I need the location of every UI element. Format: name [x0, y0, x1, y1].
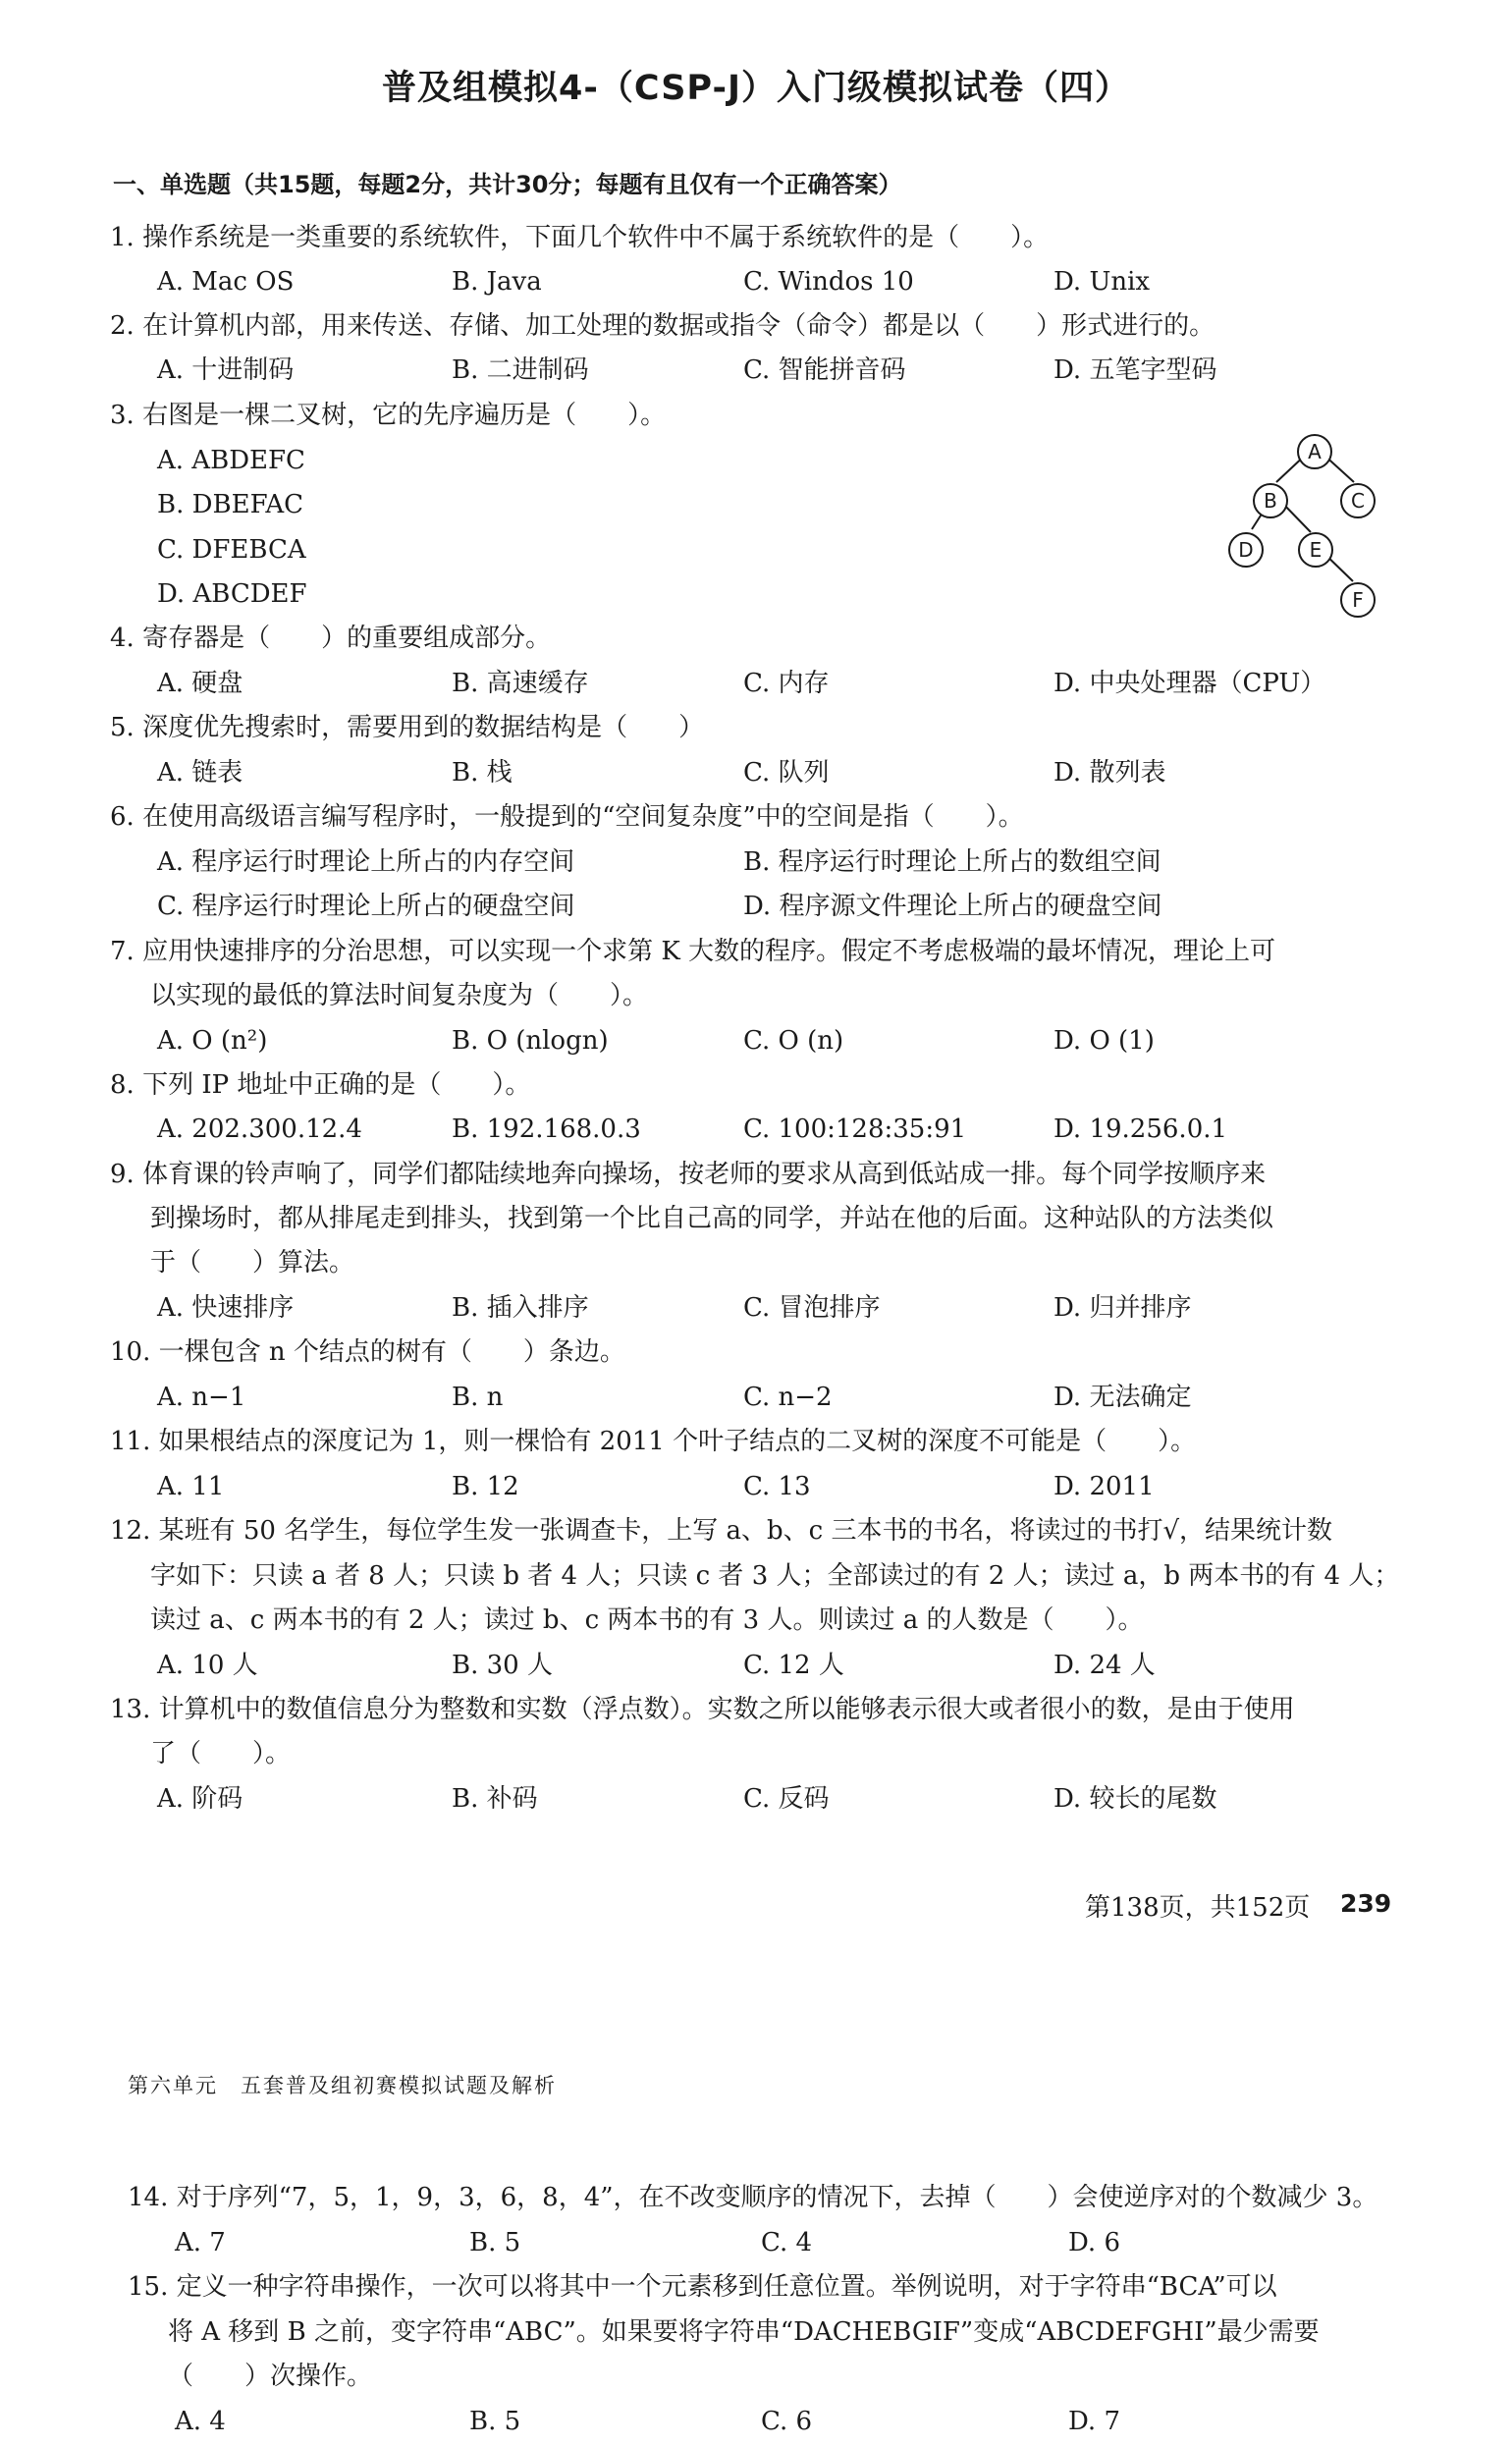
q10-option-c: C. n−2: [743, 1383, 833, 1412]
q5-option-d: D. 散列表: [1053, 758, 1166, 788]
q8-option-b: B. 192.168.0.3: [452, 1114, 641, 1144]
tree-label-c: C: [1351, 489, 1365, 513]
q7-option-d: D. O (1): [1053, 1026, 1155, 1056]
q7-option-a: A. O (n²): [157, 1026, 268, 1056]
q9-option-c: C. 冒泡排序: [743, 1293, 881, 1323]
q12-option-b: B. 30 人: [452, 1651, 553, 1680]
q13-option-d: D. 较长的尾数: [1053, 1784, 1217, 1814]
q11-option-b: B. 12: [452, 1472, 519, 1501]
q15-option-b: B. 5: [469, 2407, 521, 2436]
q4-option-c: C. 内存: [743, 669, 830, 698]
page-footer-text: 第138页，共152页: [1085, 1893, 1311, 1923]
q7-option-b: B. O (nlogn): [452, 1026, 609, 1056]
q8-option-a: A. 202.300.12.4: [157, 1114, 362, 1144]
q3-option-d: D. ABCDEF: [157, 579, 307, 609]
page-number: 239: [1340, 1889, 1392, 1918]
q9-option-a: A. 快速排序: [157, 1293, 295, 1323]
q6-option-d: D. 程序源文件理论上所占的硬盘空间: [743, 892, 1162, 921]
tree-label-b: B: [1264, 489, 1277, 513]
q10-option-b: B. n: [452, 1383, 504, 1412]
q10-option-a: A. n−1: [157, 1383, 246, 1412]
tree-label-f: F: [1352, 588, 1364, 612]
q12-option-a: A. 10 人: [157, 1651, 258, 1680]
q7-option-c: C. O (n): [743, 1026, 844, 1056]
question-5-text: 5. 深度优先搜索时，需要用到的数据结构是（ ）: [110, 713, 705, 742]
q11-option-d: D. 2011: [1053, 1472, 1155, 1501]
section-heading: 一、单选题（共15题，每题2分，共计30分；每题有且仅有一个正确答案）: [113, 171, 902, 198]
q4-option-d: D. 中央处理器（CPU）: [1053, 669, 1326, 698]
q15-option-d: D. 7: [1068, 2407, 1120, 2436]
question-11-text: 11. 如果根结点的深度记为 1，则一棵恰有 2011 个叶子结点的二叉树的深度不可能是（ ）。: [110, 1427, 1197, 1456]
q11-option-a: A. 11: [157, 1472, 225, 1501]
question-9-text-line-1: 9. 体育课的铃声响了，同学们都陆续地奔向操场，按老师的要求从高到低站成一排。每个同学按顺序来: [110, 1160, 1267, 1189]
q6-option-a: A. 程序运行时理论上所占的内存空间: [157, 847, 575, 877]
q11-option-c: C. 13: [743, 1472, 811, 1501]
q12-option-d: D. 24 人: [1053, 1651, 1156, 1680]
question-10-text: 10. 一棵包含 n 个结点的树有（ ）条边。: [110, 1337, 625, 1367]
q15-option-a: A. 4: [175, 2407, 226, 2436]
question-2-text: 2. 在计算机内部，用来传送、存储、加工处理的数据或指令（命令）都是以（ ）形式进行的。: [110, 311, 1215, 341]
question-7-text-line-1: 7. 应用快速排序的分治思想，可以实现一个求第 K 大数的程序。假定不考虑极端的最坏情况，理论上可: [110, 937, 1276, 966]
question-6-text: 6. 在使用高级语言编写程序时，一般提到的“空间复杂度”中的空间是指（ ）。: [110, 802, 1024, 832]
q8-option-d: D. 19.256.0.1: [1053, 1114, 1228, 1144]
q4-option-b: B. 高速缓存: [452, 669, 589, 698]
question-12-text-line-3: 读过 a、c 两本书的有 2 人；读过 b、c 两本书的有 3 人。则读过 a 的人数是（ ）。: [150, 1605, 1144, 1635]
q14-option-c: C. 4: [761, 2228, 813, 2257]
page-title: 普及组模拟4-（CSP-J）入门级模拟试卷（四）: [381, 69, 1130, 108]
question-9-text-line-2: 到操场时，都从排尾走到排头，找到第一个比自己高的同学，并站在他的后面。这种站队的方法类似: [150, 1204, 1274, 1233]
tree-label-e: E: [1309, 538, 1323, 562]
tree-label-a: A: [1308, 440, 1322, 463]
q8-option-c: C. 100:128:35:91: [743, 1114, 967, 1144]
q2-option-a: A. 十进制码: [157, 355, 295, 385]
question-3-text: 3. 右图是一棵二叉树，它的先序遍历是（ ）。: [110, 401, 667, 430]
question-13-text-line-2: 了（ ）。: [150, 1739, 292, 1768]
q5-option-a: A. 链表: [157, 758, 243, 788]
q1-option-b: B. Java: [452, 267, 542, 297]
question-13-text-line-1: 13. 计算机中的数值信息分为整数和实数（浮点数）。实数之所以能够表示很大或者很小的数，是由于使用: [110, 1695, 1295, 1724]
q14-option-a: A. 7: [175, 2228, 226, 2257]
q13-option-a: A. 阶码: [157, 1784, 243, 1814]
q12-option-c: C. 12 人: [743, 1651, 844, 1680]
q3-option-b: B. DBEFAC: [157, 490, 304, 519]
q3-option-a: A. ABDEFC: [157, 446, 305, 475]
question-9-text-line-3: 于（ ）算法。: [150, 1248, 355, 1277]
question-14-text: 14. 对于序列“7，5，1，9，3，6，8，4”，在不改变顺序的情况下，去掉（ ）会使逆序对的个数减少 3。: [128, 2183, 1378, 2212]
q1-option-d: D. Unix: [1053, 267, 1151, 297]
q6-option-b: B. 程序运行时理论上所占的数组空间: [743, 847, 1161, 877]
question-15-text-line-3: （ ）次操作。: [168, 2362, 373, 2391]
q2-option-b: B. 二进制码: [452, 355, 589, 385]
q13-option-c: C. 反码: [743, 1784, 830, 1814]
q10-option-d: D. 无法确定: [1053, 1383, 1192, 1412]
question-1-text: 1. 操作系统是一类重要的系统软件，下面几个软件中不属于系统软件的是（ ）。: [110, 223, 1050, 252]
q5-option-c: C. 队列: [743, 758, 830, 788]
q2-option-d: D. 五笔字型码: [1053, 355, 1217, 385]
binary-tree-diagram: [1193, 432, 1389, 628]
q9-option-d: D. 归并排序: [1053, 1293, 1192, 1323]
unit-heading: 第六单元 五套普及组初赛模拟试题及解析: [128, 2074, 557, 2097]
q14-option-d: D. 6: [1068, 2228, 1120, 2257]
tree-label-d: D: [1238, 538, 1254, 562]
q1-option-a: A. Mac OS: [157, 267, 295, 297]
q2-option-c: C. 智能拼音码: [743, 355, 906, 385]
q5-option-b: B. 栈: [452, 758, 513, 788]
question-8-text: 8. 下列 IP 地址中正确的是（ ）。: [110, 1070, 531, 1100]
question-15-text-line-2: 将 A 移到 B 之前，变字符串“ABC”。如果要将字符串“DACHEBGIF”变成“ABCDEFGHI”最少需要: [168, 2317, 1320, 2347]
question-4-text: 4. 寄存器是（ ）的重要组成部分。: [110, 624, 552, 653]
q13-option-b: B. 补码: [452, 1784, 538, 1814]
q4-option-a: A. 硬盘: [157, 669, 243, 698]
question-12-text-line-1: 12. 某班有 50 名学生，每位学生发一张调查卡，上写 a、b、c 三本书的书名，将读过的书打√，结果统计数: [110, 1516, 1333, 1546]
q6-option-c: C. 程序运行时理论上所占的硬盘空间: [157, 892, 575, 921]
q3-option-c: C. DFEBCA: [157, 535, 306, 565]
question-12-text-line-2: 字如下：只读 a 者 8 人；只读 b 者 4 人；只读 c 者 3 人；全部读过的有 2 人；读过 a，b 两本书的有 4 人；: [150, 1561, 1400, 1591]
q9-option-b: B. 插入排序: [452, 1293, 589, 1323]
question-15-text-line-1: 15. 定义一种字符串操作，一次可以将其中一个元素移到任意位置。举例说明，对于字符串“BCA”可以: [128, 2272, 1277, 2302]
q1-option-c: C. Windos 10: [743, 267, 914, 297]
question-7-text-line-2: 以实现的最低的算法时间复杂度为（ ）。: [150, 981, 649, 1010]
q15-option-c: C. 6: [761, 2407, 813, 2436]
q14-option-b: B. 5: [469, 2228, 521, 2257]
